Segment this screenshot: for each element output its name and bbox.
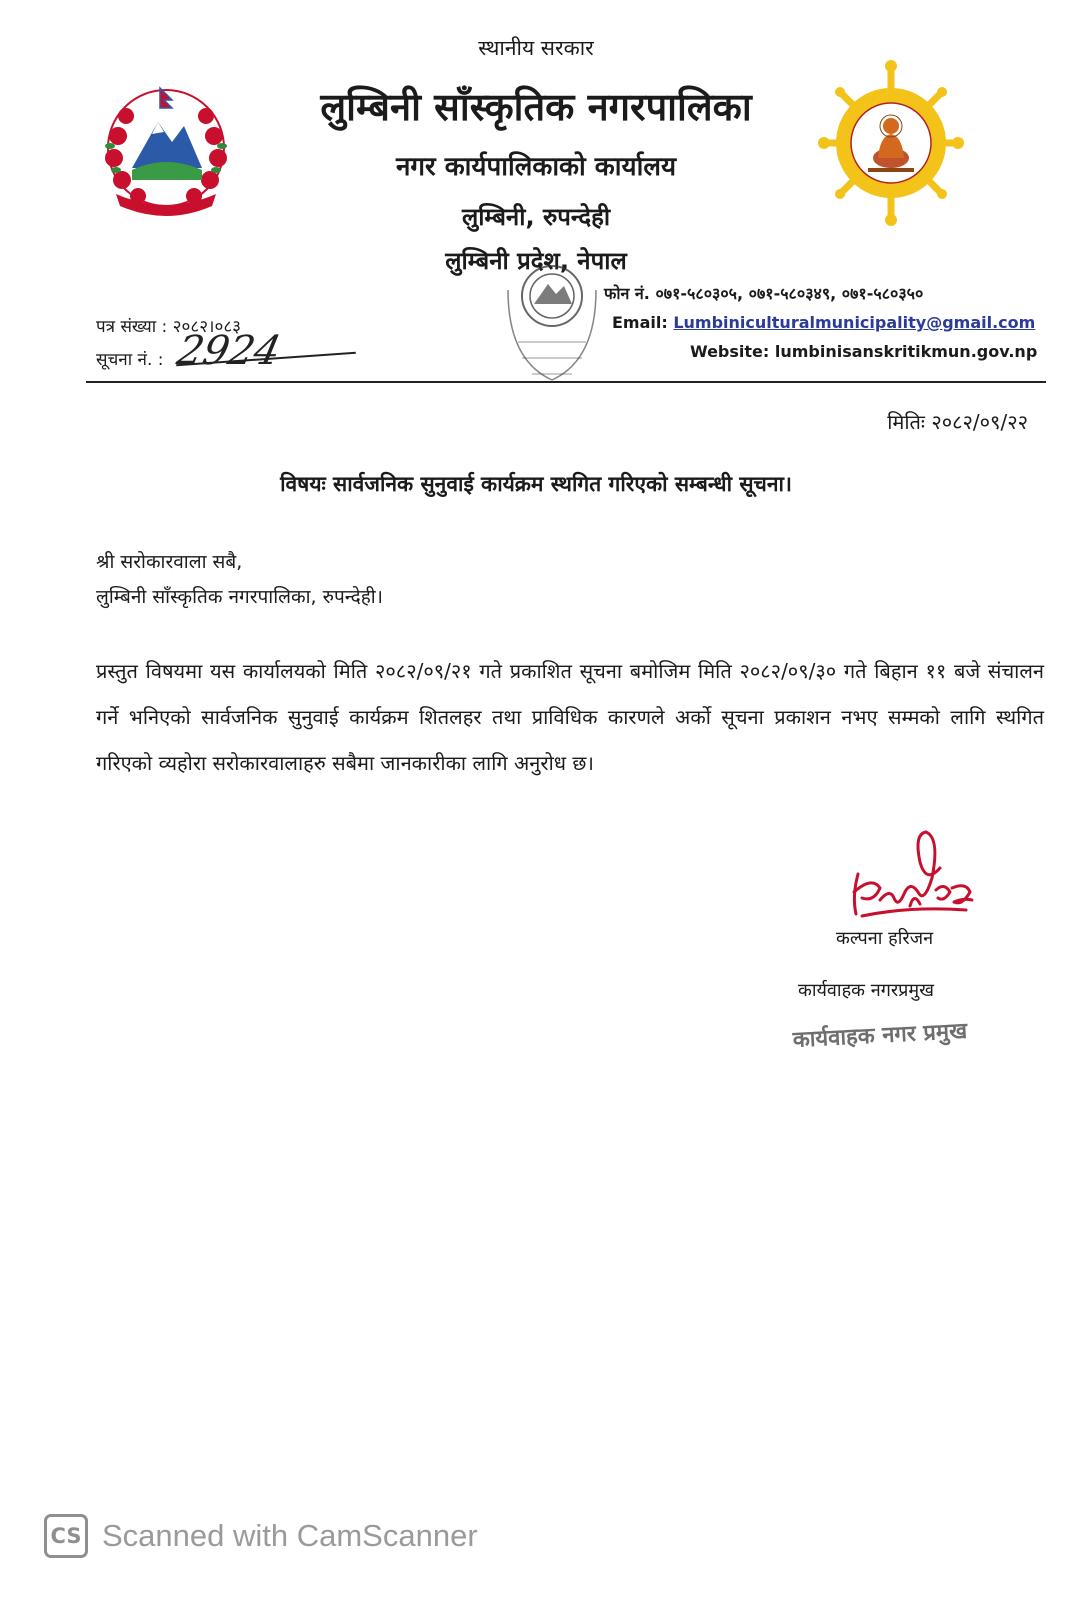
signatory-name: कल्पना हरिजन — [836, 928, 934, 949]
camscanner-watermark — [44, 1512, 478, 1560]
letter-body: प्रस्तुत विषयमा यस कार्यालयको मिति २०८२/०९/२१ गते प्रकाशित सूचना बमोजिम मिति २०८२/०९/३० गते बिहान ११ बजे संचालन गर्ने भनिएको सार्वजनिक सुनुवाई कार्यक्रम शितलहर तथा प्राविधिक कारणले अर्को सूचना प्रकाशन नभए सम्मको लागि स्थगित गरिएको व्यहोरा सरोकारवालाहरु सबैमा जानकारीका लागि अनुरोध छ। — [96, 659, 1044, 775]
letter-subject: विषयः सार्वजनिक सुनुवाई कार्यक्रम स्थगित गरिएको सम्बन्धी सूचना। — [280, 472, 792, 496]
header-district: लुम्बिनी, रुपन्देही — [461, 203, 611, 231]
office-seal-icon — [478, 250, 626, 410]
website-text: Website: lumbinisanskritikmun.gov.np — [690, 342, 1038, 361]
header-province: लुम्बिनी प्रदेश, नेपाल — [445, 247, 627, 275]
letter-date: मितिः २०८२/०९/२२ — [887, 410, 1028, 434]
addressee-line-1: श्री सरोकारवाला सबै, — [96, 551, 243, 573]
notice-number-label: सूचना नं. : — [96, 350, 164, 370]
signatory-title: कार्यवाहक नगरप्रमुख — [798, 980, 934, 1001]
letter-number: पत्र संख्या : २०८२।०८३ — [96, 317, 242, 337]
email-label: Email: — [612, 313, 668, 332]
header-office-name: नगर कार्यपालिकाको कार्यालय — [395, 152, 677, 182]
header-divider — [86, 381, 1046, 383]
addressee-line-2: लुम्बिनी साँस्कृतिक नगरपालिका, रुपन्देही। — [96, 586, 383, 608]
notice-number-handwritten: 2924 — [173, 328, 285, 374]
camscanner-logo-icon: CS — [44, 1514, 88, 1558]
phone-numbers: फोन नं. ०७१-५८०३०५, ०७१-५८०३४९, ०७१-५८०३५० — [604, 284, 924, 303]
designation-stamp: कार्यवाहक नगर प्रमुख — [792, 1018, 968, 1053]
email-row — [612, 313, 1035, 332]
header-local-government: स्थानीय सरकार — [478, 36, 594, 60]
header-municipality-name: लुम्बिनी साँस्कृतिक नगरपालिका — [320, 85, 752, 129]
email-link[interactable]: Lumbiniculturalmunicipality@gmail.com — [673, 313, 1036, 332]
handwritten-signature-icon — [840, 818, 980, 928]
camscanner-text: Scanned with CamScanner — [102, 1518, 478, 1553]
